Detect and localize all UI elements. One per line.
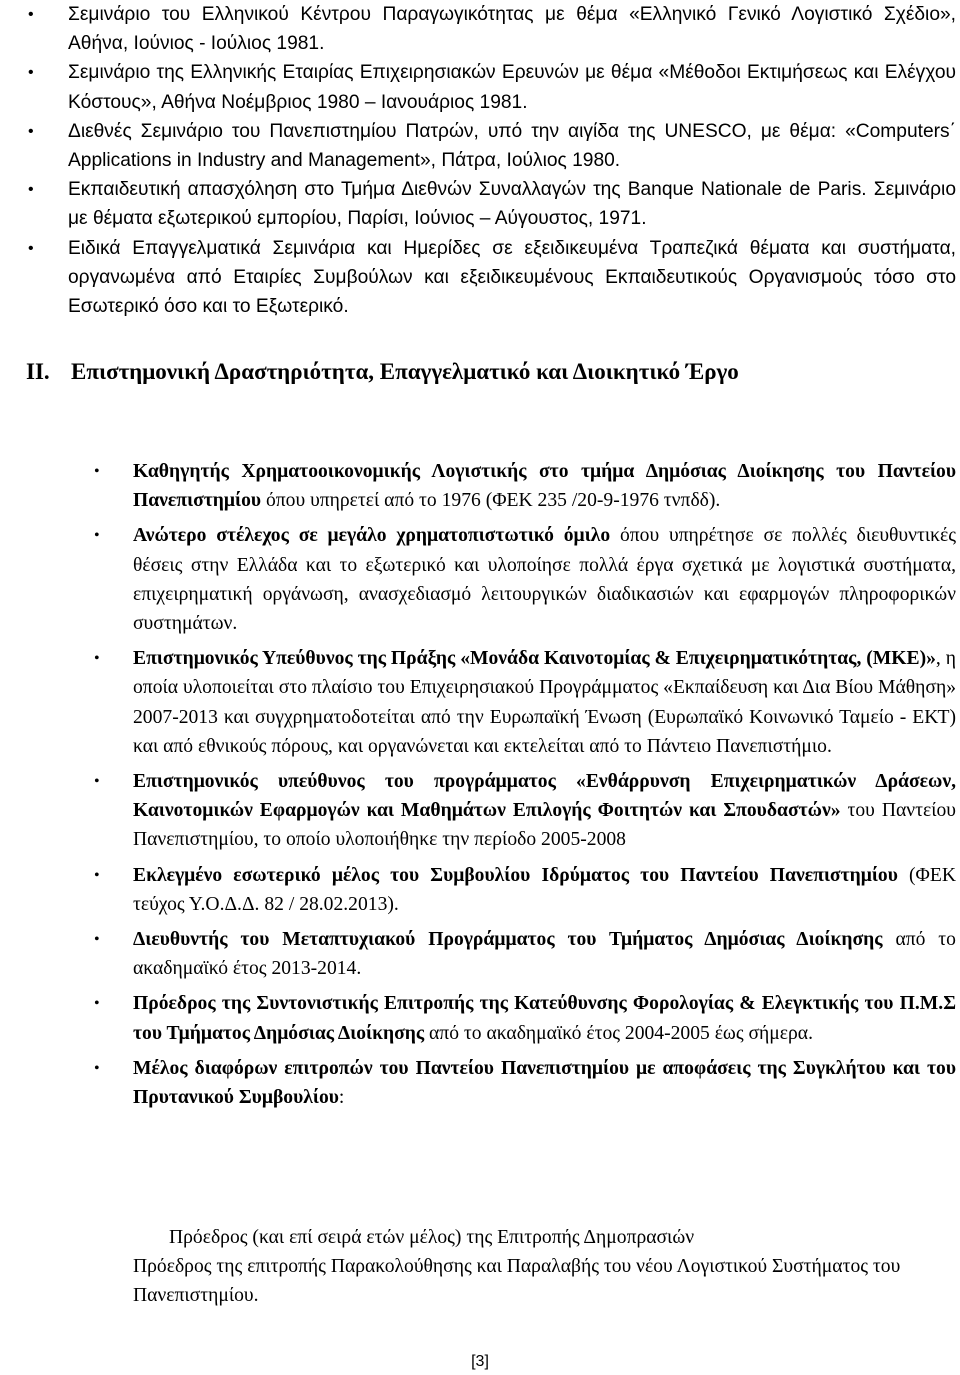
bullet-icon: •: [28, 239, 34, 257]
list-item-text: από το ακαδημαϊκό έτος 2004-2005 έως σήμερα.: [424, 1022, 813, 1044]
activities-list: [0, 457, 960, 1118]
list-item-text: Διεθνές Σεμινάριο του Πανεπιστημίου Πατρών, υπό την αιγίδα της UNESCO, με θέμα: «Computers΄ Applications in Industry and Management», Πάτρα, Ιούλιος 1980.: [68, 120, 956, 172]
list-item-bold: Μέλος διαφόρων επιτροπών του Παντείου Πανεπιστημίου με αποφάσεις της Συγκλήτου και του Πρυτανικού Συμβουλίου: [133, 1057, 956, 1109]
list-item: [0, 521, 960, 638]
list-item: [0, 175, 960, 233]
list-item: [0, 767, 960, 855]
list-item-bold: Ανώτερο στέλεχος σε μεγάλο χρηματοπιστωτικό όμιλο: [133, 525, 611, 547]
bullet-icon: •: [94, 463, 100, 480]
list-item-text: :: [338, 1087, 345, 1109]
seminars-list: [0, 0, 960, 321]
list-item-text: (ΦΕΚ τεύχος Υ.Ο.Δ.Δ. 82 / 28.02.2013).: [133, 864, 956, 915]
list-item-text: του Παντείου Πανεπιστημίου, το οποίο υλοποιήθηκε την περίοδο 2005-2008: [133, 800, 956, 851]
committee-paragraph: Πρόεδρος της επιτροπής Παρακολούθησης και Παραλαβής του νέου Λογιστικού Συστήματος του Πανεπιστημίου.: [133, 1256, 901, 1307]
list-item-text: όπου υπηρέτησε σε πολλές διευθυντικές θέσεις στην Ελλάδα και το εξωτερικό και υλοποίησε πολλά έργα σχετικά με λογιστικά συστήματα, επιχειρηματική οργάνωση, ανασχεδιασμό λειτουργικών διαδικασιών και εφαρμογών πληροφορικών συστημάτων.: [133, 525, 956, 635]
bullet-icon: •: [94, 931, 100, 949]
list-item-bold: Εκλεγμένο εσωτερικό μέλος του Συμβουλίου Ιδρύματος του Παντείου Πανεπιστημίου: [133, 864, 898, 886]
list-item-text: Σεμινάριο του Ελληνικού Κέντρου Παραγωγικότητας με θέμα «Ελληνικό Γενικό Λογιστικό Σχέδιο», Αθήνα, Ιούνιος - Ιούλιος 1981.: [68, 4, 956, 55]
list-item: [0, 457, 960, 515]
bullet-icon: •: [94, 527, 100, 545]
list-item-bold: Επιστημονικός υπεύθυνος του προγράμματος «Ενθάρρυνση Επιχειρηματικών Δράσεων, Καινοτομικών Εφαρμογών και Μαθημάτων Επιλογής Φοιτητών και Σπουδαστών»: [133, 771, 956, 822]
section-heading: [26, 356, 946, 388]
list-item-text: Ειδικά Επαγγελματικά Σεμινάρια και Ημερίδες σε εξειδικευμένα Τραπεζικά θέματα και συστήματα, οργανωμένα από Εταιρίες Συμβούλων και εξειδικευμένους Εκπαιδευτικούς Οργανισμούς τόσο στο Εσωτερικό όσο και το Εξωτερικό.: [68, 237, 956, 318]
bullet-icon: •: [94, 1059, 100, 1077]
bullet-icon: •: [28, 64, 34, 82]
list-item-bold: Διευθυντής του Μεταπτυχιακού Προγράμματος του Τμήματος Δημόσιας Διοίκησης: [133, 929, 883, 951]
section-title: Επιστημονική Δραστηριότητα, Επαγγελματικό και Διοικητικό Έργο: [71, 359, 739, 384]
list-item: [0, 925, 960, 983]
bullet-icon: •: [28, 181, 34, 199]
list-item: [0, 989, 960, 1047]
committee-paragraph: Πρόεδρος (και επί σειρά ετών μέλος) της Επιτροπής Δημοπρασιών: [169, 1227, 695, 1248]
list-item: [0, 644, 960, 761]
bullet-icon: •: [28, 6, 34, 23]
list-item-bold: Πρόεδρος της Συντονιστικής Επιτροπής της Κατεύθυνσης Φορολογίας & Ελεγκτικής του Π.Μ.Σ του Τμήματος Δημόσιας Διοίκησης: [133, 993, 956, 1044]
list-item: [0, 234, 960, 322]
list-item-text: Σεμινάριο της Ελληνικής Εταιρίας Επιχειρησιακών Ερευνών με θέμα «Μέθοδοι Εκτιμήσεως και Ελέγχου Κόστους», Αθήνα Νοέμβριος 1980 – Ιανουάριος 1981.: [68, 62, 956, 113]
bullet-icon: •: [94, 866, 100, 884]
list-item: [0, 861, 960, 919]
list-item-text: από το ακαδημαϊκό έτος 2013-2014.: [133, 929, 956, 980]
page-number: [3]: [471, 1353, 489, 1370]
bullet-icon: •: [28, 122, 34, 140]
list-item: [0, 0, 960, 58]
section-numeral: II.: [26, 359, 50, 384]
list-item: [0, 58, 960, 116]
list-item-text: Εκπαιδευτική απασχόληση στο Τμήμα Διεθνών Συναλλαγών της Banque Nationale de Paris. Σεμινάριο με θέματα εξωτερικού εμπορίου, Παρίσι, Ιούνιος – Αύγουστος, 1971.: [68, 179, 956, 230]
list-item-text: όπου υπηρετεί από το 1976 (ΦΕΚ 235 /20-9-1976 τνπδδ).: [261, 490, 721, 512]
bullet-icon: •: [94, 995, 100, 1013]
bullet-icon: •: [94, 650, 100, 668]
list-item-bold: Επιστημονικός Υπεύθυνος της Πράξης «Μονάδα Καινοτομίας & Επιχειρηματικότητας, (ΜΚΕ)»: [133, 648, 936, 670]
list-item-text: , η οποία υλοποιείται στο πλαίσιο του Επιχειρησιακού Προγράμματος «Εκπαίδευση και Δια Βίου Μάθηση» 2007-2013 και συγχρηματοδοτείται από την Ευρωπαϊκή Ένωση (Ευρωπαϊκό Κοινωνικό Ταμείο - ΕΚΤ) και από εθνικούς πόρους, και οργανώνεται και εκτελείται από το Πάντειο Πανεπιστήμιο.: [133, 648, 956, 757]
list-item: [0, 117, 960, 175]
bullet-icon: •: [94, 773, 100, 791]
list-item: [0, 1054, 960, 1112]
list-item-bold: Καθηγητής Χρηματοοικονομικής Λογιστικής στο τμήμα Δημόσιας Διοίκησης του Παντείου Πανεπιστημίου: [133, 461, 956, 512]
